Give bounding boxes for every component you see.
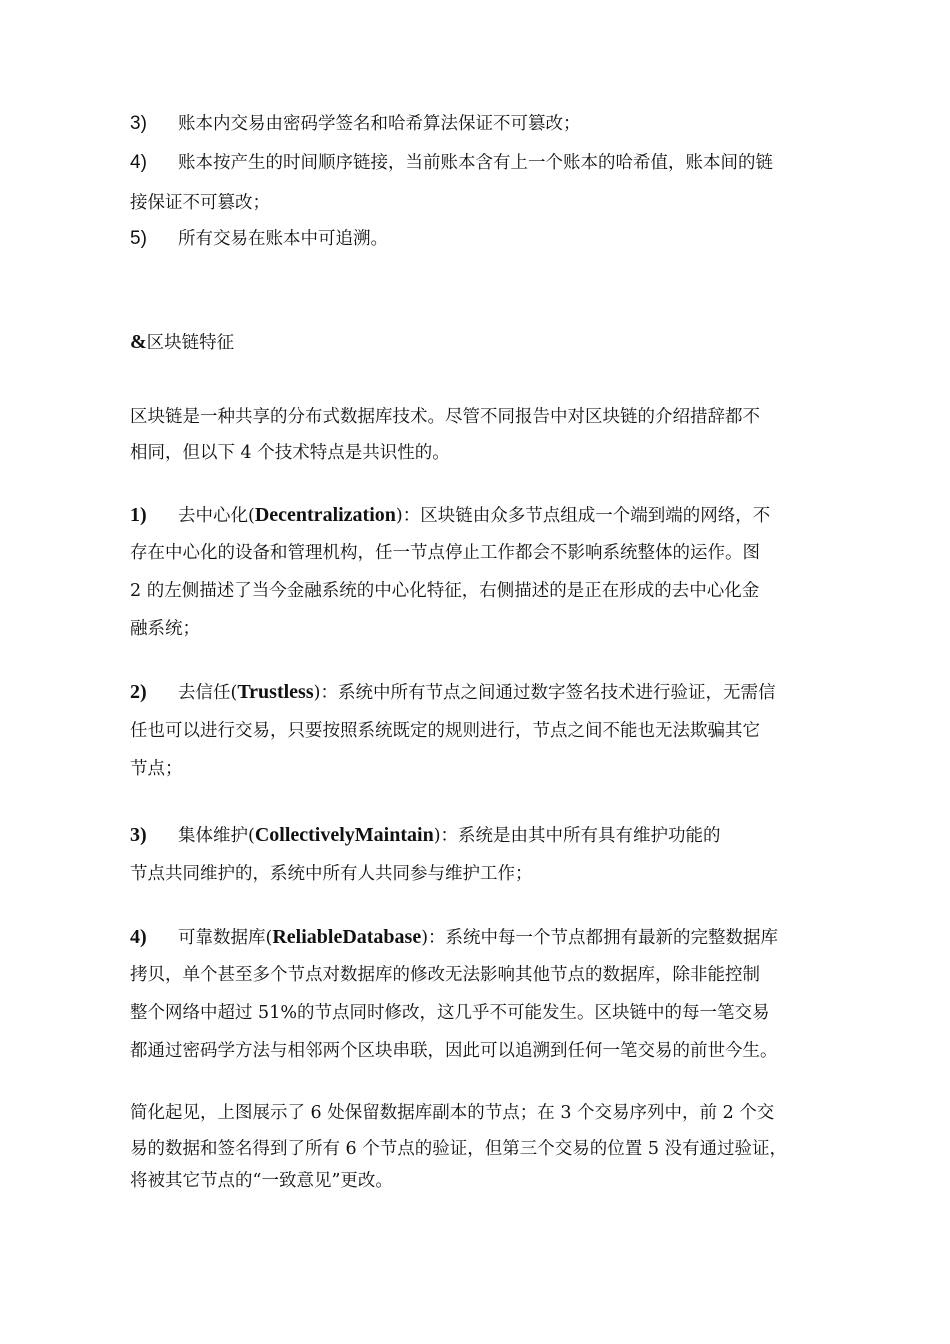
list-item	[130, 112, 581, 136]
feature-number: 4)	[130, 926, 147, 948]
feature-continuation	[130, 757, 183, 781]
list-text: 所有交易在账本中可追溯。	[178, 229, 388, 249]
list-number: 3)	[130, 113, 147, 134]
paragraph-text: 拷贝，单个甚至多个节点对数据库的修改无法影响其他节点的数据库，除非能控制	[130, 965, 760, 985]
list-number: 5)	[130, 228, 147, 249]
feature-item	[130, 823, 721, 848]
feature-number: 3)	[130, 824, 147, 846]
feature-continuation	[130, 579, 759, 603]
list-item	[130, 151, 773, 175]
paragraph-text: 节点共同维护的，系统中所有人共同参与维护工作；	[130, 864, 533, 884]
list-item-continuation	[130, 191, 270, 215]
feature-continuation	[130, 1039, 778, 1063]
list-text: 账本按产生的时间顺序链接，当前账本含有上一个账本的哈希值，账本间的链	[178, 153, 773, 173]
feature-prefix: 集体维护(	[178, 826, 255, 846]
paragraph-text: 简化起见，上图展示了 6 处保留数据库副本的节点；在 3 个交易序列中，前 2 个交	[130, 1103, 775, 1123]
paragraph-text: 易的数据和签名得到了所有 6 个节点的验证，但第三个交易的位置 5 没有通过验证，	[130, 1139, 788, 1159]
heading-text: 区块链特征	[146, 333, 235, 353]
heading-symbol: &	[130, 331, 147, 353]
feature-item	[130, 925, 778, 950]
feature-prefix: 去信任(	[178, 683, 238, 703]
feature-english-term: ReliableDatabase	[272, 926, 422, 948]
feature-english-term: Decentralization	[254, 504, 396, 526]
list-text: 账本内交易由密码学签名和哈希算法保证不可篡改；	[178, 114, 581, 134]
feature-continuation	[130, 862, 533, 886]
paragraph-text: 都通过密码学方法与相邻两个区块串联，因此可以追溯到任何一笔交易的前世今生。	[130, 1041, 778, 1061]
paragraph-text: 节点；	[130, 759, 183, 779]
feature-number: 2)	[130, 681, 147, 703]
paragraph-text: 将被其它节点的“一致意见”更改。	[130, 1171, 393, 1191]
section-heading	[130, 330, 234, 355]
intro-paragraph-line	[130, 405, 760, 429]
paragraph-text: 整个网络中超过 51%的节点同时修改，这几乎不可能发生。区块链中的每一笔交易	[130, 1003, 770, 1023]
paragraph-text: 任也可以进行交易，只要按照系统既定的规则进行，节点之间不能也无法欺骗其它	[130, 721, 760, 741]
summary-paragraph-line	[130, 1169, 393, 1193]
feature-description: )：系统中所有节点之间通过数字签名技术进行验证，无需信	[313, 683, 776, 703]
list-item	[130, 227, 388, 251]
feature-english-term: Trustless	[237, 681, 314, 703]
summary-paragraph-line	[130, 1101, 774, 1125]
feature-item	[130, 503, 770, 528]
feature-description: )：区块链由众多节点组成一个端到端的网络，不	[395, 506, 771, 526]
feature-continuation	[130, 1001, 769, 1025]
feature-number: 1)	[130, 504, 147, 526]
feature-continuation	[130, 963, 760, 987]
feature-continuation	[130, 719, 760, 743]
feature-prefix: 去中心化(	[178, 506, 255, 526]
paragraph-text: 2 的左侧描述了当今金融系统的中心化特征，右侧描述的是正在形成的去中心化金	[130, 581, 760, 601]
paragraph-text: 存在中心化的设备和管理机构，任一节点停止工作都会不影响系统整体的运作。图	[130, 543, 760, 563]
list-text: 接保证不可篡改；	[130, 193, 270, 213]
feature-english-term: CollectivelyMaintain	[254, 824, 434, 846]
summary-paragraph-line	[130, 1137, 787, 1161]
feature-continuation	[130, 617, 200, 641]
feature-description: )：系统中每一个节点都拥有最新的完整数据库	[421, 928, 779, 948]
paragraph-text: 区块链是一种共享的分布式数据库技术。尽管不同报告中对区块链的介绍措辞都不	[130, 407, 760, 427]
intro-paragraph-line	[130, 441, 450, 465]
feature-continuation	[130, 541, 760, 565]
list-number: 4)	[130, 152, 147, 173]
feature-description: )：系统是由其中所有具有维护功能的	[433, 826, 721, 846]
feature-item	[130, 680, 775, 705]
paragraph-text: 融系统；	[130, 619, 200, 639]
paragraph-text: 相同，但以下 4 个技术特点是共识性的。	[130, 443, 450, 463]
feature-prefix: 可靠数据库(	[178, 928, 273, 948]
